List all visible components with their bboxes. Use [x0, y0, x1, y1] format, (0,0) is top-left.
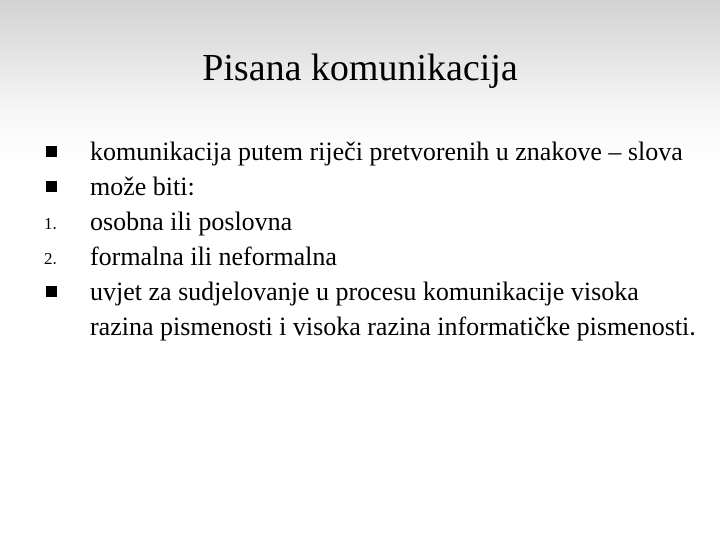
list-item — [40, 169, 700, 204]
slide-title: Pisana komunikacija — [202, 47, 518, 89]
list-item-text: uvjet za sudjelovanje u procesu komunikacije visoka razina pismenosti i visoka razina informatičke pismenosti. — [90, 277, 696, 341]
square-bullet-icon — [46, 181, 57, 192]
list-item-text: može biti: — [90, 172, 195, 201]
list-item-text: komunikacija putem riječi pretvorenih u znakove – slova — [90, 137, 683, 166]
square-bullet-icon — [46, 286, 57, 297]
list-item-text: osobna ili poslovna — [90, 207, 293, 236]
list-item — [40, 204, 700, 239]
square-bullet-icon — [46, 146, 57, 157]
list-item — [40, 134, 700, 169]
list-item-text: formalna ili neformalna — [90, 242, 337, 271]
list-item — [40, 239, 700, 274]
list-number: 2. — [44, 249, 57, 268]
list-number: 1. — [44, 214, 57, 233]
bullet-list — [40, 134, 700, 344]
list-item — [40, 274, 700, 344]
